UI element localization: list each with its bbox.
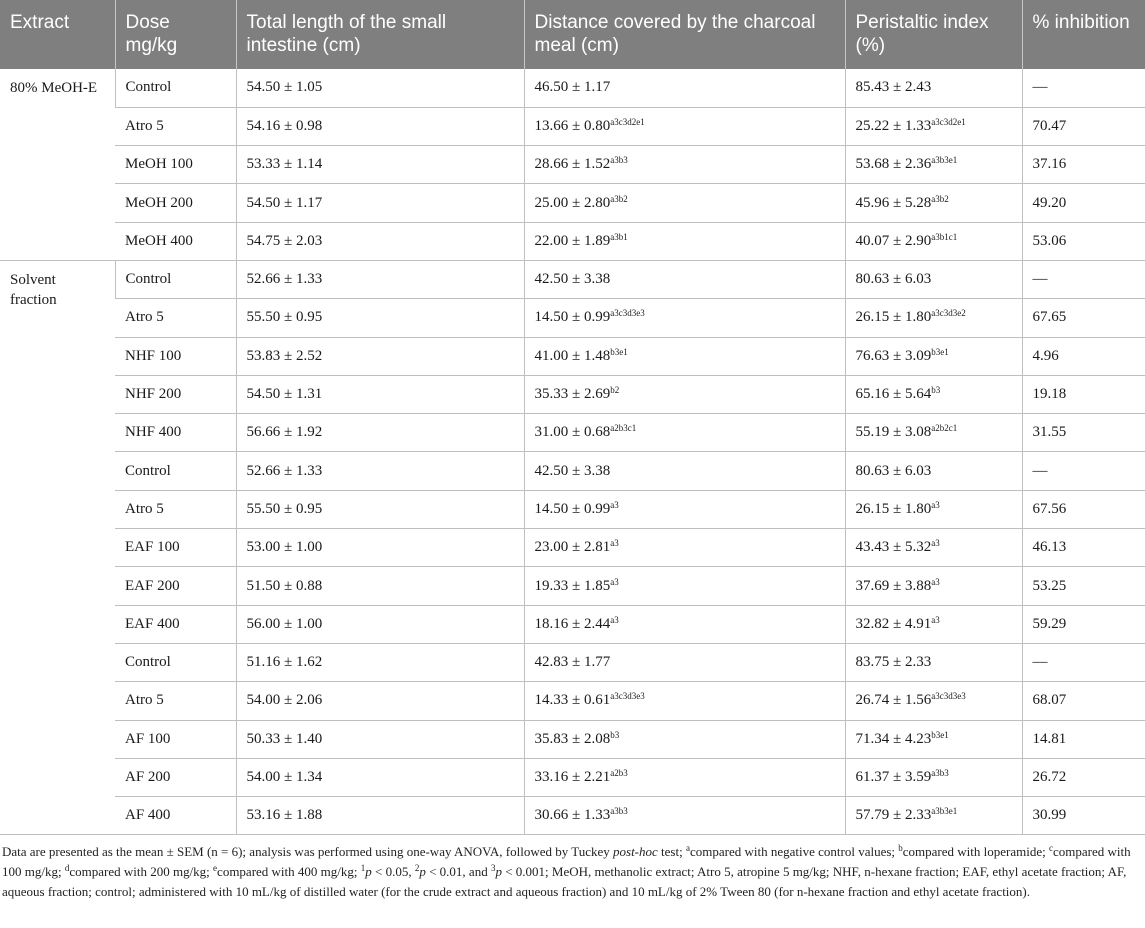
- length-cell: [236, 184, 524, 222]
- dose-cell-value: NHF 200: [125, 386, 182, 403]
- distance-cell-value: 14.50 ± 0.99: [534, 500, 611, 517]
- inhibition-cell: [1022, 758, 1145, 796]
- distance-cell-value: 42.83 ± 1.77: [534, 654, 611, 671]
- peristaltic-cell: [845, 337, 1022, 375]
- inhibition-cell: [1022, 107, 1145, 145]
- inhibition-cell: [1022, 529, 1145, 567]
- dose-cell: [115, 758, 236, 796]
- distance-cell: [524, 452, 845, 490]
- inhibition-cell: [1022, 682, 1145, 720]
- peristaltic-cell-significance: a2b2c1: [931, 423, 958, 434]
- distance-cell: [524, 375, 845, 413]
- table-row: [0, 797, 1145, 835]
- distance-cell: [524, 797, 845, 835]
- peristaltic-cell-significance: a3c3d2e1: [931, 116, 966, 127]
- inhibition-cell-value: 46.13: [1032, 539, 1067, 556]
- peristaltic-cell-value: 25.22 ± 1.33: [855, 117, 932, 134]
- distance-cell: [524, 222, 845, 260]
- distance-cell-significance: a3: [610, 538, 619, 549]
- inhibition-cell: [1022, 720, 1145, 758]
- inhibition-cell-value: 37.16: [1032, 156, 1067, 173]
- table-row: [0, 146, 1145, 184]
- dose-cell-value: Atro 5: [125, 500, 164, 517]
- distance-cell: [524, 758, 845, 796]
- distance-cell-significance: b2: [610, 385, 620, 396]
- length-cell: [236, 529, 524, 567]
- dose-cell: [115, 299, 236, 337]
- distance-cell-value: 14.50 ± 0.99: [534, 309, 611, 326]
- distance-cell: [524, 720, 845, 758]
- footnote-mark: b: [898, 843, 903, 854]
- peristaltic-cell-value: 32.82 ± 4.91: [855, 615, 932, 632]
- peristaltic-cell: [845, 682, 1022, 720]
- dose-cell: [115, 720, 236, 758]
- distance-cell-value: 42.50 ± 3.38: [534, 271, 611, 288]
- peristaltic-cell-value: 53.68 ± 2.36: [855, 156, 932, 173]
- length-cell-value: 56.66 ± 1.92: [246, 424, 323, 441]
- footnote-italic: post-hoc: [613, 844, 658, 860]
- peristaltic-cell: [845, 758, 1022, 796]
- distance-cell-significance: a2b3c1: [610, 423, 637, 434]
- distance-cell-value: 31.00 ± 0.68: [534, 424, 611, 441]
- peristaltic-cell-significance: a3: [931, 614, 940, 625]
- header-dose: Dose mg/kg: [115, 0, 236, 69]
- footnote-text: Data are presented as the mean ± SEM (n = 6); analysis was performed using one-way ANOVA, followed by Tuckey: [2, 844, 614, 860]
- peristaltic-cell-significance: a3b3e1: [931, 806, 958, 817]
- peristaltic-cell-significance: a3c3d3e2: [931, 308, 966, 319]
- distance-cell: [524, 146, 845, 184]
- header-inhibition: % inhibition: [1022, 0, 1145, 69]
- peristaltic-cell: [845, 107, 1022, 145]
- distance-cell: [524, 682, 845, 720]
- distance-cell-significance: a3: [610, 614, 619, 625]
- inhibition-cell: [1022, 375, 1145, 413]
- distance-cell: [524, 299, 845, 337]
- length-cell: [236, 797, 524, 835]
- length-cell: [236, 260, 524, 298]
- distance-cell: [524, 337, 845, 375]
- distance-cell-significance: a3: [610, 576, 619, 587]
- length-cell-value: 54.50 ± 1.17: [246, 194, 323, 211]
- dose-cell: [115, 69, 236, 107]
- inhibition-cell: [1022, 797, 1145, 835]
- peristaltic-cell-significance: a3: [931, 576, 940, 587]
- footnote-text: compared with 100 mg/kg;: [2, 844, 1131, 880]
- inhibition-cell-value: 14.81: [1032, 730, 1067, 747]
- distance-cell: [524, 260, 845, 298]
- distance-cell-value: 42.50 ± 3.38: [534, 462, 611, 479]
- peristaltic-cell: [845, 529, 1022, 567]
- peristaltic-cell: [845, 299, 1022, 337]
- dose-cell-value: EAF 100: [125, 539, 180, 556]
- length-cell: [236, 643, 524, 681]
- peristaltic-cell-significance: b3e1: [931, 729, 949, 740]
- inhibition-cell-value: 30.99: [1032, 807, 1067, 824]
- footnote-italic: p: [419, 864, 426, 880]
- distance-cell: [524, 567, 845, 605]
- peristaltic-cell-value: 37.69 ± 3.88: [855, 577, 932, 594]
- peristaltic-cell: [845, 452, 1022, 490]
- peristaltic-cell-value: 26.15 ± 1.80: [855, 309, 932, 326]
- peristaltic-cell-value: 85.43 ± 2.43: [855, 79, 932, 96]
- inhibition-cell-value: 26.72: [1032, 768, 1067, 785]
- dose-cell: [115, 107, 236, 145]
- length-cell: [236, 758, 524, 796]
- inhibition-cell-value: 19.18: [1032, 386, 1067, 403]
- table-row: [0, 567, 1145, 605]
- inhibition-cell: [1022, 69, 1145, 107]
- footnote-text: compared with negative control values;: [689, 844, 899, 860]
- dose-cell-value: Control: [125, 79, 172, 96]
- footnote-text: compared with loperamide;: [902, 844, 1049, 860]
- peristaltic-cell: [845, 605, 1022, 643]
- distance-cell-value: 28.66 ± 1.52: [534, 156, 611, 173]
- inhibition-cell-value: 4.96: [1032, 347, 1059, 364]
- dose-cell: [115, 222, 236, 260]
- peristaltic-cell: [845, 260, 1022, 298]
- inhibition-cell-value: 31.55: [1032, 424, 1067, 441]
- distance-cell-significance: a3c3d2e1: [610, 116, 645, 127]
- footnote-text: compared with 200 mg/kg;: [69, 864, 214, 880]
- inhibition-cell: [1022, 490, 1145, 528]
- length-cell-value: 50.33 ± 1.40: [246, 730, 323, 747]
- distance-cell-significance: b3: [610, 729, 620, 740]
- length-cell-value: 54.50 ± 1.31: [246, 386, 323, 403]
- length-cell-value: 54.00 ± 2.06: [246, 692, 323, 709]
- dose-cell-value: Control: [125, 654, 171, 671]
- dose-cell-value: Atro 5: [125, 692, 164, 709]
- length-cell: [236, 567, 524, 605]
- peristaltic-cell: [845, 184, 1022, 222]
- distance-cell: [524, 490, 845, 528]
- inhibition-cell-value: —: [1032, 654, 1048, 671]
- inhibition-cell-value: 53.25: [1032, 577, 1067, 594]
- distance-cell-value: 22.00 ± 1.89: [534, 232, 611, 249]
- length-cell-value: 55.50 ± 0.95: [246, 309, 323, 326]
- length-cell-value: 55.50 ± 0.95: [246, 500, 323, 517]
- peristaltic-cell-value: 55.19 ± 3.08: [855, 424, 932, 441]
- dose-cell: [115, 375, 236, 413]
- peristaltic-cell-significance: a3b3e1: [931, 155, 958, 166]
- distance-cell-value: 35.33 ± 2.69: [534, 386, 611, 403]
- peristaltic-cell-significance: b3: [931, 385, 941, 396]
- peristaltic-cell-significance: a3b1c1: [931, 231, 958, 242]
- distance-cell-value: 33.16 ± 2.21: [534, 768, 611, 785]
- dose-cell: [115, 452, 236, 490]
- length-cell: [236, 490, 524, 528]
- extract-cell: Solvent fraction: [0, 260, 115, 834]
- dose-cell-value: Control: [125, 462, 171, 479]
- peristaltic-cell: [845, 490, 1022, 528]
- distance-cell-value: 18.16 ± 2.44: [534, 615, 611, 632]
- dose-cell-value: MeOH 100: [125, 156, 193, 173]
- length-cell: [236, 107, 524, 145]
- footnote-mark: c: [1048, 843, 1053, 854]
- table-row: [0, 758, 1145, 796]
- length-cell: [236, 375, 524, 413]
- dose-cell-value: Atro 5: [125, 117, 164, 134]
- table-row: [0, 375, 1145, 413]
- distance-cell-value: 25.00 ± 2.80: [534, 194, 611, 211]
- table-row: [0, 260, 1145, 298]
- table-row: [0, 529, 1145, 567]
- peristaltic-cell: [845, 375, 1022, 413]
- table-row: [0, 184, 1145, 222]
- distance-cell-significance: a3b2: [610, 193, 628, 204]
- peristaltic-cell-significance: a3b3: [931, 767, 949, 778]
- inhibition-cell-value: 67.56: [1032, 500, 1067, 517]
- dose-cell-value: AF 200: [125, 768, 171, 785]
- peristaltic-cell-value: 83.75 ± 2.33: [855, 654, 932, 671]
- peristaltic-cell-value: 80.63 ± 6.03: [855, 462, 932, 479]
- length-cell-value: 53.00 ± 1.00: [246, 539, 323, 556]
- inhibition-cell: [1022, 605, 1145, 643]
- peristaltic-cell-significance: a3: [931, 538, 940, 549]
- footnote-text: < 0.001; MeOH, methanolic extract; Atro 5, atropine 5 mg/kg; NHF, n-hexane fraction; EAF, ethyl acetate fraction; AF, aqueous fraction; control; administered with 10 mL/kg of distilled water (for the crude extract and aqueous fraction) and 10 mL/kg of 2% Tween 80 (for n-hexane fraction and ethyl acetate fraction).: [2, 864, 1127, 900]
- peristaltic-cell-value: 57.79 ± 2.33: [855, 807, 932, 824]
- dose-cell-value: NHF 100: [125, 347, 182, 364]
- peristaltic-cell-significance: b3e1: [931, 346, 949, 357]
- header-row: [0, 0, 1145, 69]
- peristaltic-cell-value: 45.96 ± 5.28: [855, 194, 932, 211]
- dose-cell-value: Atro 5: [125, 309, 164, 326]
- distance-cell-value: 23.00 ± 2.81: [534, 539, 611, 556]
- distance-cell: [524, 69, 845, 107]
- length-cell-value: 54.75 ± 2.03: [246, 232, 323, 249]
- dose-cell: [115, 797, 236, 835]
- length-cell: [236, 337, 524, 375]
- dose-cell: [115, 337, 236, 375]
- peristaltic-cell-value: 43.43 ± 5.32: [855, 539, 932, 556]
- footnote-text: < 0.05,: [371, 864, 415, 880]
- distance-cell-value: 46.50 ± 1.17: [534, 79, 611, 96]
- length-cell-value: 54.50 ± 1.05: [246, 79, 323, 96]
- dose-cell: [115, 414, 236, 452]
- inhibition-cell: [1022, 337, 1145, 375]
- peristaltic-cell-value: 76.63 ± 3.09: [855, 347, 932, 364]
- length-cell-value: 51.16 ± 1.62: [246, 654, 323, 671]
- table-row: [0, 452, 1145, 490]
- dose-cell: [115, 643, 236, 681]
- peristaltic-cell: [845, 720, 1022, 758]
- distance-cell-value: 19.33 ± 1.85: [534, 577, 611, 594]
- peristaltic-cell: [845, 643, 1022, 681]
- length-cell-value: 54.16 ± 0.98: [246, 117, 323, 134]
- dose-cell: [115, 682, 236, 720]
- peristaltic-cell: [845, 567, 1022, 605]
- inhibition-cell-value: 67.65: [1032, 309, 1067, 326]
- length-cell: [236, 146, 524, 184]
- distance-cell: [524, 414, 845, 452]
- distance-cell-value: 30.66 ± 1.33: [534, 807, 611, 824]
- dose-cell-value: Control: [125, 271, 172, 288]
- table-row: [0, 69, 1145, 107]
- footnote-mark: 2: [414, 863, 420, 874]
- inhibition-cell-value: —: [1032, 462, 1048, 479]
- footnote-mark: 3: [490, 863, 496, 874]
- inhibition-cell-value: 59.29: [1032, 615, 1067, 632]
- distance-cell-significance: a3b1: [610, 231, 628, 242]
- inhibition-cell: [1022, 146, 1145, 184]
- peristaltic-cell-value: 65.16 ± 5.64: [855, 386, 932, 403]
- dose-cell: [115, 567, 236, 605]
- distance-cell-significance: a3c3d3e3: [610, 691, 645, 702]
- length-cell-value: 54.00 ± 1.34: [246, 768, 323, 785]
- footnote-text: compared with 400 mg/kg;: [217, 864, 361, 880]
- inhibition-cell: [1022, 452, 1145, 490]
- length-cell: [236, 682, 524, 720]
- table-row: [0, 490, 1145, 528]
- peristaltic-cell: [845, 146, 1022, 184]
- length-cell: [236, 69, 524, 107]
- distance-cell-significance: a3b3: [610, 155, 628, 166]
- dose-cell-value: NHF 400: [125, 424, 182, 441]
- peristaltic-cell-value: 71.34 ± 4.23: [855, 730, 932, 747]
- footnote-text: < 0.01, and: [425, 864, 491, 880]
- length-cell: [236, 299, 524, 337]
- table-row: [0, 299, 1145, 337]
- table-row: [0, 682, 1145, 720]
- inhibition-cell-value: —: [1032, 271, 1048, 288]
- distance-cell: [524, 184, 845, 222]
- table-row: [0, 337, 1145, 375]
- distance-cell-value: 35.83 ± 2.08: [534, 730, 611, 747]
- distance-cell-significance: a3c3d3e3: [610, 308, 645, 319]
- dose-cell-value: EAF 400: [125, 615, 180, 632]
- inhibition-cell-value: —: [1032, 79, 1048, 96]
- table-footnote: [0, 835, 1145, 902]
- table-row: [0, 643, 1145, 681]
- inhibition-cell-value: 70.47: [1032, 117, 1067, 134]
- inhibition-cell-value: 53.06: [1032, 232, 1067, 249]
- length-cell-value: 56.00 ± 1.00: [246, 615, 323, 632]
- dose-cell: [115, 490, 236, 528]
- peristaltic-cell: [845, 414, 1022, 452]
- distance-cell: [524, 605, 845, 643]
- inhibition-cell: [1022, 414, 1145, 452]
- distance-cell-value: 14.33 ± 0.61: [534, 692, 611, 709]
- distance-cell-significance: a3b3: [610, 806, 628, 817]
- peristaltic-cell-value: 26.15 ± 1.80: [855, 500, 932, 517]
- peristaltic-cell-significance: a3b2: [931, 193, 949, 204]
- peristaltic-cell: [845, 69, 1022, 107]
- distance-cell-value: 13.66 ± 0.80: [534, 117, 611, 134]
- dose-cell-value: AF 100: [125, 730, 171, 747]
- dose-cell: [115, 529, 236, 567]
- dose-cell: [115, 146, 236, 184]
- peristaltic-cell-significance: a3c3d3e3: [931, 691, 966, 702]
- extract-cell: 80% MeOH-E: [0, 69, 115, 260]
- length-cell-value: 52.66 ± 1.33: [246, 271, 323, 288]
- length-cell-value: 53.16 ± 1.88: [246, 807, 323, 824]
- dose-cell-value: AF 400: [125, 807, 171, 824]
- peristaltic-cell: [845, 222, 1022, 260]
- table-body: [0, 69, 1145, 835]
- footnote-mark: d: [64, 863, 70, 874]
- length-cell: [236, 222, 524, 260]
- table-row: [0, 414, 1145, 452]
- peristaltic-cell-significance: a3: [931, 499, 940, 510]
- peristaltic-cell-value: 26.74 ± 1.56: [855, 692, 932, 709]
- dose-cell: [115, 260, 236, 298]
- distance-cell: [524, 107, 845, 145]
- length-cell-value: 52.66 ± 1.33: [246, 462, 323, 479]
- dose-cell-value: MeOH 400: [125, 232, 193, 249]
- footnote-mark: a: [685, 843, 690, 854]
- distance-cell-significance: a3: [610, 499, 619, 510]
- peristaltic-cell-value: 40.07 ± 2.90: [855, 232, 932, 249]
- length-cell: [236, 452, 524, 490]
- length-cell: [236, 720, 524, 758]
- distance-cell: [524, 643, 845, 681]
- dose-cell-value: EAF 200: [125, 577, 180, 594]
- length-cell-value: 53.33 ± 1.14: [246, 156, 323, 173]
- length-cell: [236, 414, 524, 452]
- footnote-text: test;: [657, 844, 686, 860]
- inhibition-cell: [1022, 184, 1145, 222]
- footnote-mark: 1: [360, 863, 366, 874]
- inhibition-cell-value: 49.20: [1032, 194, 1067, 211]
- footnote-mark: e: [213, 863, 218, 874]
- header-extract: Extract: [0, 0, 115, 69]
- table-row: [0, 720, 1145, 758]
- distance-cell-value: 41.00 ± 1.48: [534, 347, 611, 364]
- table-row: [0, 107, 1145, 145]
- header-length: Total length of the small intestine (cm): [236, 0, 524, 69]
- length-cell: [236, 605, 524, 643]
- inhibition-cell: [1022, 567, 1145, 605]
- dose-cell: [115, 605, 236, 643]
- footnote-italic: p: [495, 864, 502, 880]
- table-row: [0, 605, 1145, 643]
- header-distance: Distance covered by the charcoal meal (cm): [524, 0, 845, 69]
- inhibition-cell: [1022, 643, 1145, 681]
- distance-cell-significance: a2b3: [610, 767, 628, 778]
- peristaltic-cell: [845, 797, 1022, 835]
- table-row: [0, 222, 1145, 260]
- header-peristaltic-index: Peristaltic index (%): [845, 0, 1022, 69]
- inhibition-cell: [1022, 299, 1145, 337]
- inhibition-cell: [1022, 260, 1145, 298]
- inhibition-cell-value: 68.07: [1032, 692, 1067, 709]
- peristaltic-cell-value: 61.37 ± 3.59: [855, 768, 932, 785]
- peristaltic-cell-value: 80.63 ± 6.03: [855, 271, 932, 288]
- distance-cell-significance: b3e1: [610, 346, 628, 357]
- dose-cell: [115, 184, 236, 222]
- footnote-italic: p: [365, 864, 372, 880]
- dose-cell-value: MeOH 200: [125, 194, 193, 211]
- inhibition-cell: [1022, 222, 1145, 260]
- length-cell-value: 51.50 ± 0.88: [246, 577, 323, 594]
- distance-cell: [524, 529, 845, 567]
- length-cell-value: 53.83 ± 2.52: [246, 347, 323, 364]
